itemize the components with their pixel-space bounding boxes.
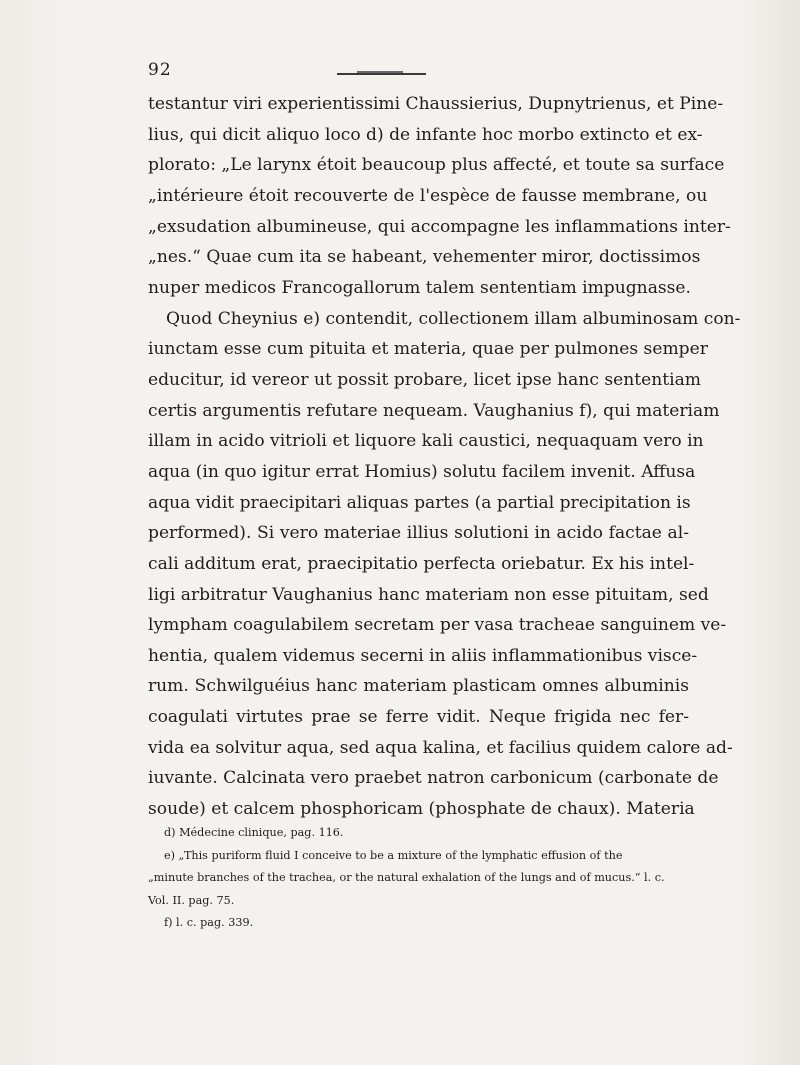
text-line: ligi arbitratur Vaughanius hanc materiam non esse pituitam, sed [148,584,709,605]
header-rule [337,73,426,75]
text-line: iunctam esse cum pituita et materia, quae per pulmones semper [148,339,708,360]
text-line: nuper medicos Francogallorum talem sententiam impugnasse. [148,277,691,298]
text-line: certis argumentis refutare nequeam. Vaughanius f), qui materiam [148,400,720,421]
text-line: performed). Si vero materiae illius solutioni in acido factae al- [148,523,689,544]
text-line: hentia, qualem videmus secerni in aliis inflammationibus visce- [148,645,698,666]
text-line: illam in acido vitrioli et liquore kali caustici, nequaquam vero in [148,431,704,452]
text-line: „exsudation albumineuse, qui accompagne les inflammations inter- [148,216,731,237]
text-line: lympham coagulabilem secretam per vasa tracheae sanguinem ve- [148,615,727,636]
text-line: „intérieure étoit recouverte de l'espèce de fausse membrane, ou [148,185,708,206]
text-line: coagulati virtutes prae se ferre vidit. Neque frigida nec fer- [148,707,689,728]
text-line: testantur viri experientissimi Chaussierius, Dupnytrienus, et Pine- [148,94,724,114]
text-line: iuvante. Calcinata vero praebet natron carbonicum (carbonate de [148,768,719,789]
text-line: aqua vidit praecipitari aliquas partes (a partial precipitation is [148,492,691,513]
text-line: plorato: „Le larynx étoit beaucoup plus affecté, et toute sa surface [148,155,725,176]
text-line: aqua (in quo igitur errat Homius) solutu facilem invenit. Affusa [148,461,696,482]
footnote-e: e) „This puriform fluid I conceive to be a mixture of the lymphatic effusion of the [164,848,623,862]
text-line: Quod Cheynius e) contendit, collectionem illam albuminosam con- [166,308,741,329]
footnote-e-continued: „minute branches of the trachea, or the natural exhalation of the lungs and of mucus.“ l. c. [148,871,665,885]
body-text [148,89,741,825]
text-line: rum. Schwilguéius hanc materiam plasticam omnes albuminis [148,676,689,697]
text-line: vida ea solvitur aqua, sed aqua kalina, et facilius quidem calore ad- [148,737,733,758]
text-line: soude) et calcem phosphoricam (phosphate de chaux). Materia [148,799,695,820]
footnote-d: d) Médecine clinique, pag. 116. [164,826,344,839]
text-line: educitur, id vereor ut possit probare, licet ipse hanc sententiam [148,369,702,390]
text-line: cali additum erat, praecipitatio perfecta oriebatur. Ex his intel- [148,553,695,574]
footnote-e-reference: Vol. II. pag. 75. [148,893,235,907]
footnotes [148,822,689,935]
text-line: lius, qui dicit aliquo loco d) de infante hoc morbo extincto et ex- [148,124,703,145]
page-number: 92 [148,60,172,80]
text-line: „nes.“ Quae cum ita se habeant, vehementer miror, doctissimos [148,247,701,268]
footnote-f: f) l. c. pag. 339. [164,916,254,930]
